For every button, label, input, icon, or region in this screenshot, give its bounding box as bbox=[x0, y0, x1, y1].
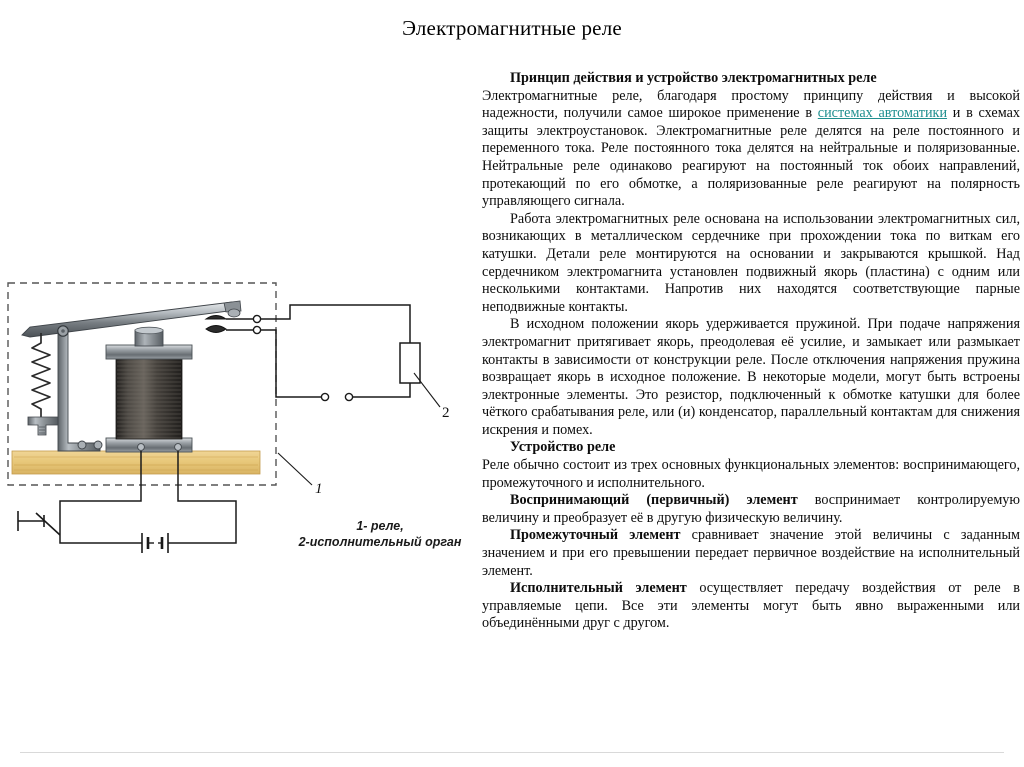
pivot-post bbox=[58, 330, 100, 451]
paragraph-actuating-element bbox=[482, 580, 1020, 633]
paragraph-structure bbox=[482, 439, 1020, 492]
para1-after-link: и в схемах защиты электроустановок. Электромагнитные реле делятся на реле постоянного и переменного тока. Реле постоянного тока делятся на нейтральные и поляризованные. Нейтральные реле одинаково реагируют на постоянный ток обоих направлений, протекающий по его обмотке, а поляризованные реле реагируют на полярность управляющего сигнала. bbox=[482, 105, 1020, 210]
run-in-heading-intermediate: Промежуточный элемент bbox=[510, 527, 681, 544]
armature-stop-right bbox=[94, 441, 102, 449]
para4-body: Реле обычно состоит из трех основных функциональных элементов: воспринимающего, промежуточного и исполнительного. bbox=[482, 457, 1020, 491]
footer-divider bbox=[20, 752, 1004, 753]
run-in-heading-sensing: Воспринимающий (первичный) элемент bbox=[510, 492, 798, 509]
callout-1-leader bbox=[278, 453, 312, 485]
paragraph-initial-position: В исходном положении якорь удерживается пружиной. При подаче напряжения электромагнит притягивает якорь, преодолевая её усилие, и замыкает или размыкает контакты в зависимости от конструкции реле. После отключения напряжения пружина возвращает якорь в исходное положение. В некоторые модели, могут быть встроены электронные элементы. Это резистор, подключенный к обмотке катушки для более чёткого срабатывания реле, или (и) конденсатор, параллельный контактам для снижения искрения и помех. bbox=[482, 316, 1020, 438]
load-switch-contact-left bbox=[321, 393, 328, 400]
callout-2-label: 2 bbox=[442, 405, 450, 421]
armature-lever bbox=[22, 302, 236, 337]
article-text-column bbox=[482, 70, 1020, 633]
terminal-lower bbox=[253, 326, 260, 333]
mounting-base-board bbox=[12, 451, 260, 474]
battery-symbol bbox=[142, 533, 168, 553]
section-heading-principle: Принцип действия и устройство электромагнитных реле bbox=[510, 70, 877, 86]
load-switch-contact-right bbox=[345, 393, 352, 400]
para6-body: сравнивает значение этой величины с заданным значением и при его превышении передает первичное воздействие на исполнительный элемент. bbox=[482, 527, 1021, 579]
fixed-contact-upper bbox=[206, 316, 226, 320]
armature-stop-left bbox=[78, 441, 86, 449]
control-switch bbox=[18, 511, 60, 535]
load-circuit bbox=[261, 305, 410, 397]
paragraph-intro bbox=[482, 70, 1020, 211]
callout-1-label: 1 bbox=[315, 481, 323, 497]
section-heading-structure: Устройство реле bbox=[510, 439, 616, 456]
figure-caption-line-1: 1- реле, bbox=[356, 519, 404, 533]
paragraph-sensing-element bbox=[482, 492, 1020, 527]
para7-body: осуществляет передачу воздействия от реле в управляемые цепи. Все эти элементы могут быть явно выраженными или объединёнными друг с другом. bbox=[482, 580, 1020, 632]
page-title: Электромагнитные реле bbox=[402, 16, 622, 40]
paragraph-intermediate-element bbox=[482, 527, 1020, 580]
figure-caption-line-2: 2-исполнительный орган bbox=[298, 535, 462, 549]
coil-flange-top bbox=[106, 345, 192, 359]
paragraph-operation: Работа электромагнитных реле основана на использовании электромагнитных сил, возникающих в металлическом сердечнике при прохождении тока по виткам его катушки. Детали реле монтируются на основании и закрываются крышкой. Над сердечником электромагнита установлен подвижный якорь (пластина) с одним или несколькими контактами. Напротив них находятся соответствующие парные неподвижные контакты. bbox=[482, 210, 1020, 315]
figure-caption bbox=[290, 518, 470, 550]
callout-2-leader bbox=[414, 373, 440, 407]
coil-terminal-right bbox=[175, 444, 182, 451]
run-in-heading-actuating: Исполнительный элемент bbox=[510, 580, 687, 597]
para5-body: воспринимает контролируемую величину и преобразует её в другую физическую величину. bbox=[482, 492, 1020, 526]
coil-terminal-left bbox=[138, 444, 145, 451]
return-spring bbox=[32, 333, 50, 417]
para1-before-link: Электромагнитные реле, благодаря простому принципу действия и высокой надежности, получили самое широкое применение в bbox=[482, 87, 1020, 122]
spring-adjuster bbox=[28, 417, 58, 435]
fixed-contact-lower bbox=[206, 326, 226, 333]
terminal-upper bbox=[253, 315, 260, 322]
link-automation-systems[interactable]: системах автоматики bbox=[817, 105, 948, 122]
moving-contact bbox=[228, 309, 240, 317]
